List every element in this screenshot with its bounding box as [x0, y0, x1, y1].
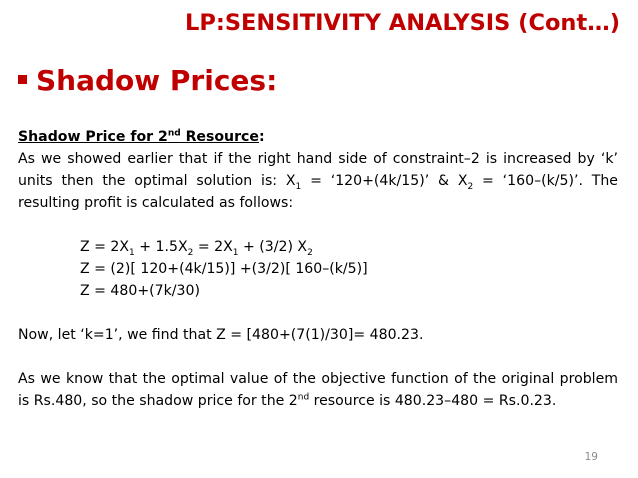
para1-text-2: = ‘120+(4k/15)’ & X: [301, 173, 468, 189]
slide-body: [18, 126, 618, 412]
spacer: [18, 346, 618, 368]
paragraph-optimal-solution: [18, 148, 618, 214]
subheading-text: [18, 129, 259, 145]
subheading-post: Resource: [180, 129, 259, 145]
spacer: [18, 214, 618, 236]
section-heading: [18, 64, 277, 97]
para1-sub-1: 1: [295, 181, 302, 192]
para3-text-1: As we know that the optimal value of the objective function of the original problem is Rs.480, so the shadow price for the 2: [18, 371, 618, 409]
eq1-part-d: + (3/2) X: [238, 239, 308, 255]
section-heading-text: Shadow Prices:: [36, 64, 278, 97]
page-number: 19: [584, 451, 598, 463]
slide-title: LP:SENSITIVITY ANALYSIS (Cont…): [185, 10, 620, 36]
square-bullet-icon: [18, 75, 27, 84]
eq1-part-b: + 1.5X: [134, 239, 188, 255]
eq1-sub-d: 2: [307, 247, 313, 258]
equation-line-2: Z = (2)[ 120+(4k/15)] +(3/2)[ 160–(k/5)]: [80, 261, 368, 277]
eq1-sub-b: 2: [187, 247, 194, 258]
para1-text-1: As we showed earlier that if the right hand side of constraint–2 is increased by ‘k’ units then the optimal solution is: X: [18, 151, 618, 189]
eq1-sub-a: 1: [129, 247, 135, 258]
spacer: [18, 302, 618, 324]
eq1-sub-c: 1: [232, 247, 239, 258]
equation-line-1: [18, 236, 618, 258]
paragraph-k-equals-1: Now, let ‘k=1’, we find that Z = [480+(7(1)/30]= 480.23.: [18, 327, 424, 343]
subheading-colon: :: [258, 129, 265, 145]
para3-sup: nd: [297, 392, 310, 403]
subheading-sup: nd: [167, 128, 181, 139]
paragraph-shadow-price-result: [18, 368, 618, 412]
subheading: [18, 126, 618, 148]
subheading-pre: Shadow Price for 2: [18, 129, 168, 145]
eq1-part-a: Z = 2X: [80, 239, 130, 255]
para3-text-2: resource is 480.23–480 = Rs.0.23.: [309, 393, 557, 409]
para1-sub-2: 2: [467, 181, 474, 192]
para1-text-3: = ‘160–(k/5)’. The resulting profit is calculated as follows:: [18, 173, 618, 211]
eq1-part-c: = 2X: [193, 239, 233, 255]
equation-line-3: Z = 480+(7k/30): [80, 283, 200, 299]
